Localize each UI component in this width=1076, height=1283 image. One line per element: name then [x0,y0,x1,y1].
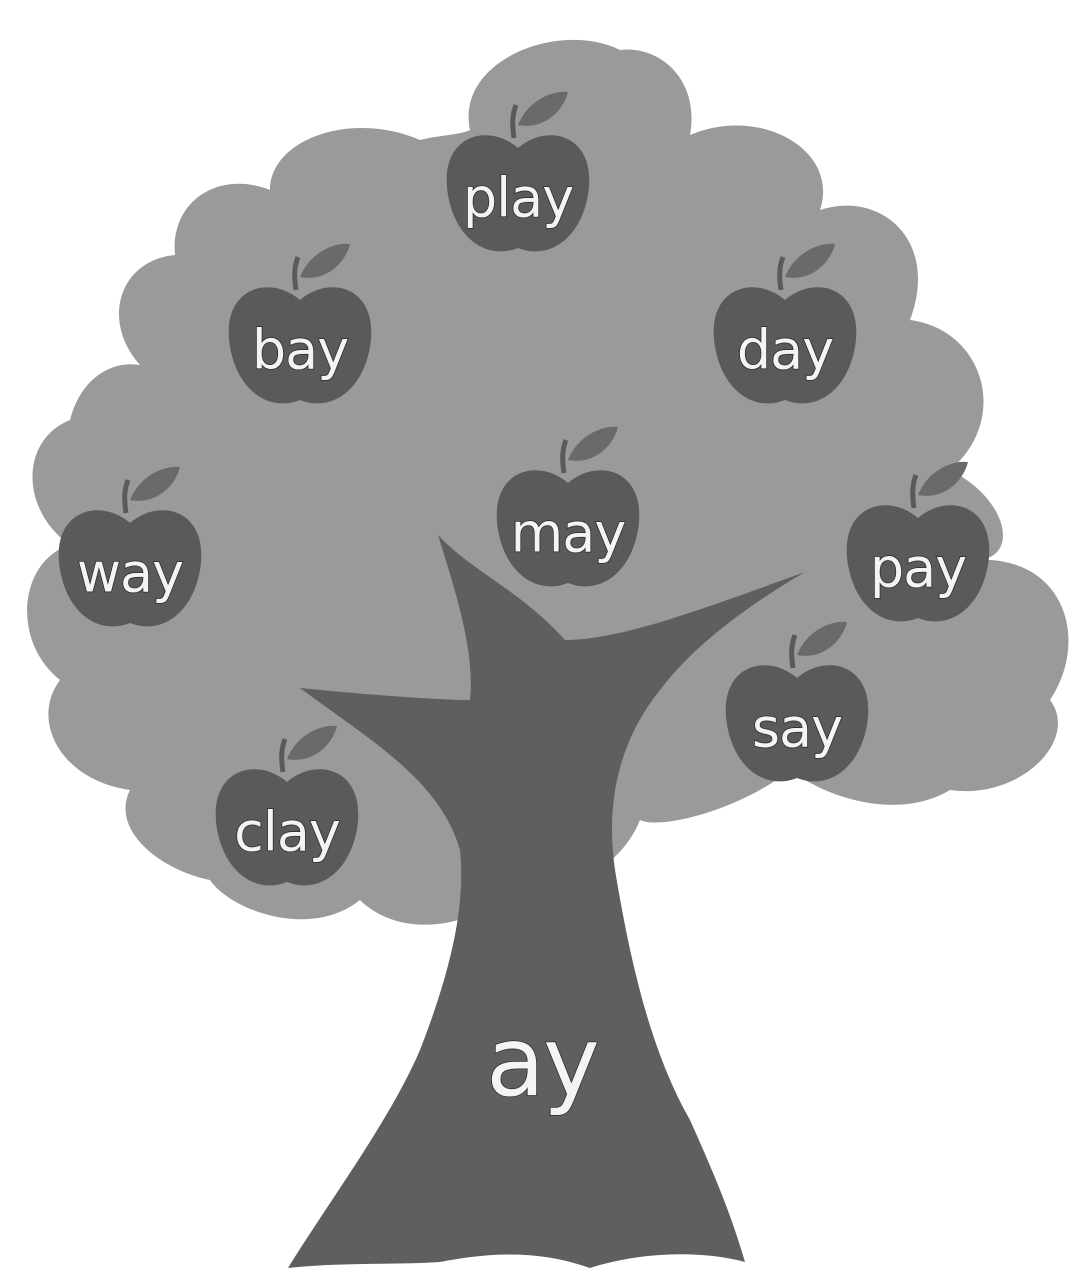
apple-word: clay [234,800,340,864]
apple-word: say [751,696,843,760]
apple-word: pay [869,536,967,600]
apple-word: bay [251,318,349,382]
apple-word: way [76,541,184,605]
apple-word: play [462,166,574,230]
apple-word: day [736,318,834,382]
trunk-label: ay [486,1006,598,1118]
apple-word: may [510,501,626,565]
